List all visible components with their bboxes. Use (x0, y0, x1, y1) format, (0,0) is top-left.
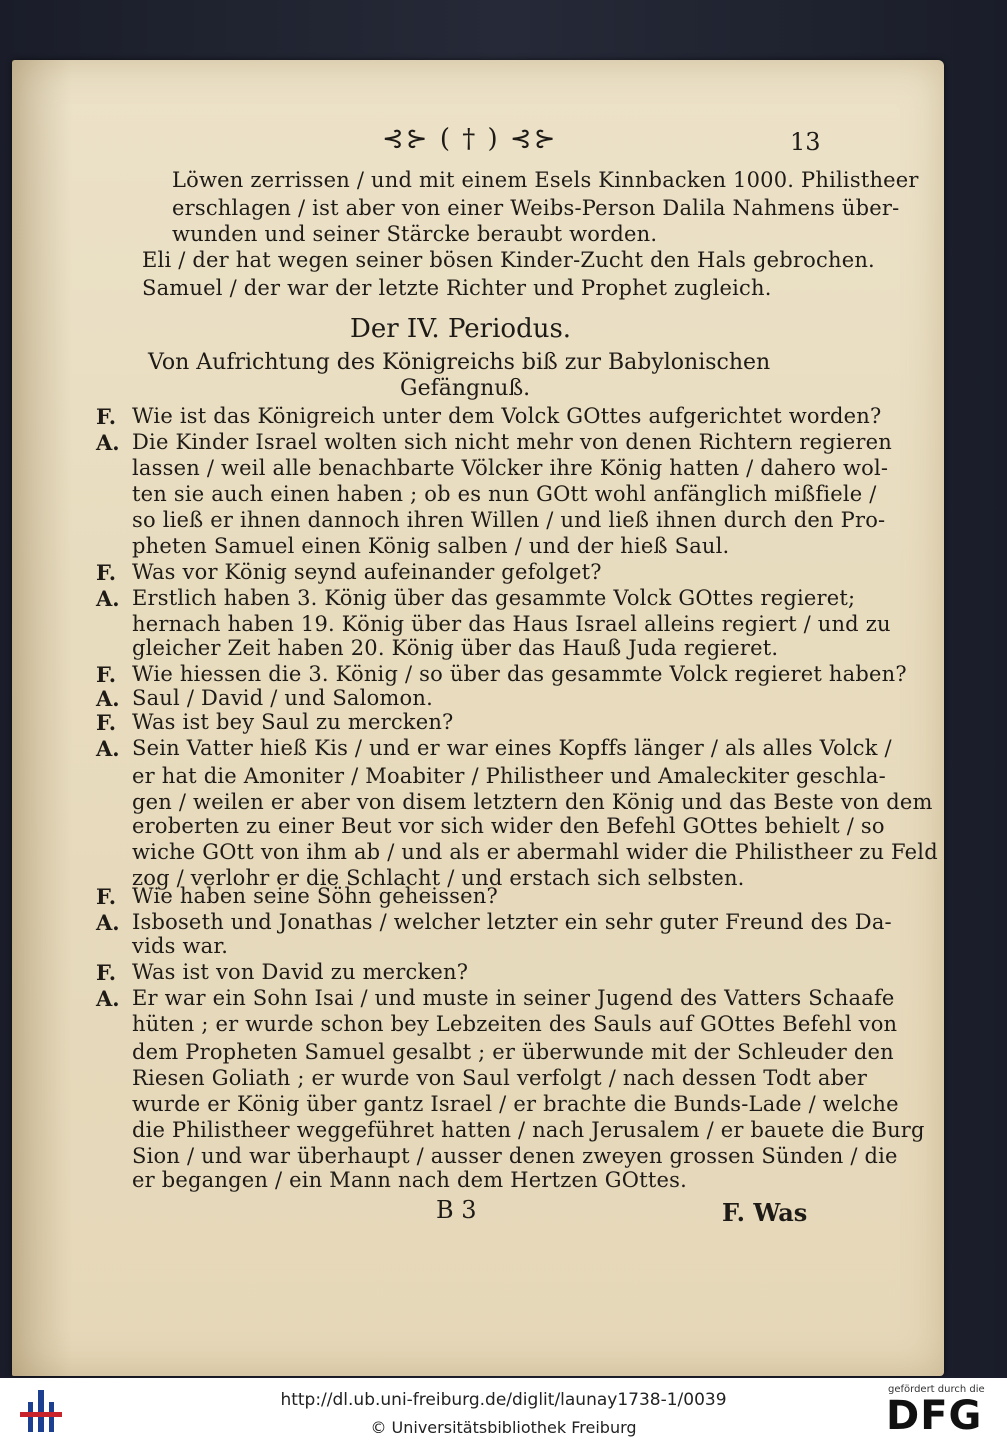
answer-label: A. (96, 686, 120, 711)
section-subheading: Gefängnuß. (400, 376, 531, 401)
text-line: Riesen Goliath ; er wurde von Saul verfolgt / nach dessen Todt aber (132, 1066, 868, 1090)
text-line: Erstlich haben 3. König über das gesammte Volck GOttes regieret; (132, 586, 856, 610)
text-line: Wie hiessen die 3. König / so über das gesammte Volck regieret haben? (132, 662, 907, 686)
text-line: Was ist bey Saul zu mercken? (132, 710, 454, 734)
section-heading: Der IV. Periodus. (350, 314, 572, 344)
text-line: Löwen zerrissen / und mit einem Esels Kinnbacken 1000. Philistheer (172, 168, 919, 192)
catchword: F. Was (722, 1198, 808, 1227)
text-line: wiche GOtt von ihm ab / und als er abermahl wider die Philistheer zu Feld (132, 840, 938, 864)
text-line: Wie haben seine Söhn geheissen? (132, 884, 498, 908)
text-line: Eli / der hat wegen seiner bösen Kinder-Zucht den Hals gebrochen. (142, 248, 875, 272)
text-line: lassen / weil alle benachbarte Völcker ihre König hatten / dahero wol- (132, 456, 889, 480)
signature-mark: B 3 (436, 1196, 477, 1224)
text-line: Wie ist das Königreich unter dem Volck GOttes aufgerichtet worden? (132, 404, 882, 428)
text-line: hernach haben 19. König über das Haus Israel alleins regiert / und zu (132, 612, 891, 636)
text-line: hüten ; er wurde schon bey Lebzeiten des Sauls auf GOttes Befehl von (132, 1012, 898, 1036)
text-line: Was vor König seynd aufeinander gefolget? (132, 560, 602, 584)
question-label: F. (96, 404, 117, 429)
text-line: Isboseth und Jonathas / welcher letzter ein sehr guter Freund des Da- (132, 910, 892, 934)
answer-label: A. (96, 736, 120, 761)
copyright-text: © Universitätsbibliothek Freiburg (370, 1418, 637, 1437)
answer-label: A. (96, 986, 120, 1011)
text-line: Sion / und war überhaupt / ausser denen zweyen grossen Sünden / die (132, 1144, 898, 1168)
text-line: so ließ er ihnen dannoch ihren Willen / und ließ ihnen durch den Pro- (132, 508, 886, 532)
text-line: ten sie auch einen haben ; ob es nun GOtt wohl anfänglich mißfiele / (132, 482, 877, 506)
text-line: Sein Vatter hieß Kis / und er war eines Kopffs länger / als alles Volck / (132, 736, 892, 760)
answer-label: A. (96, 910, 120, 935)
text-line: wurde er König über gantz Israel / er brachte die Bunds-Lade / welche (132, 1092, 899, 1116)
dfg-logo: DFG (886, 1393, 983, 1439)
question-label: F. (96, 662, 117, 687)
text-line: gleicher Zeit haben 20. König über das Hauß Juda regieret. (132, 636, 779, 660)
text-line: Was ist von David zu mercken? (132, 960, 469, 984)
text-line: wunden und seiner Stärcke beraubt worden. (172, 222, 658, 246)
text-line: eroberten zu einer Beut vor sich wider den Befehl GOttes behielt / so (132, 814, 885, 838)
header-ornament: ⊰⊱ ( † ) ⊰⊱ (382, 124, 558, 154)
text-line: Die Kinder Israel wolten sich nicht mehr von denen Richtern regieren (132, 430, 892, 454)
text-line: er hat die Amoniter / Moabiter / Philistheer und Amaleckiter geschla- (132, 764, 886, 788)
text-line: Samuel / der war der letzte Richter und Prophet zugleich. (142, 276, 772, 300)
answer-label: A. (96, 586, 120, 611)
text-line: gen / weilen er aber von disem letztern den König und das Beste von dem (132, 790, 933, 814)
funding-note: gefördert durch die (888, 1384, 985, 1395)
text-line: Saul / David / und Salomon. (132, 686, 433, 710)
section-subheading: Von Aufrichtung des Königreichs biß zur Babylonischen (148, 350, 771, 375)
text-line: er begangen / ein Mann nach dem Hertzen GOttes. (132, 1168, 687, 1192)
page-gutter-shadow (12, 60, 72, 1376)
text-line: zog / verlohr er die Schlacht / und erstach sich selbsten. (132, 866, 745, 890)
text-line: erschlagen / ist aber von einer Weibs-Person Dalila Nahmens über- (172, 196, 900, 220)
text-line: dem Propheten Samuel gesalbt ; er überwunde mit der Schleuder den (132, 1040, 894, 1064)
text-line: pheten Samuel einen König salben / und der hieß Saul. (132, 534, 730, 558)
text-line: Er war ein Sohn Isai / und muste in seiner Jugend des Vatters Schaafe (132, 986, 895, 1010)
question-label: F. (96, 560, 117, 585)
question-label: F. (96, 710, 117, 735)
question-label: F. (96, 960, 117, 985)
text-line: vids war. (132, 934, 229, 958)
answer-label: A. (96, 430, 120, 455)
page-number: 13 (790, 128, 821, 156)
text-line: die Philistheer weggeführet hatten / nach Jerusalem / er bauete die Burg (132, 1118, 925, 1142)
question-label: F. (96, 884, 117, 909)
permalink-url[interactable]: http://dl.ub.uni-freiburg.de/diglit/launay1738-1/0039 (280, 1390, 727, 1410)
